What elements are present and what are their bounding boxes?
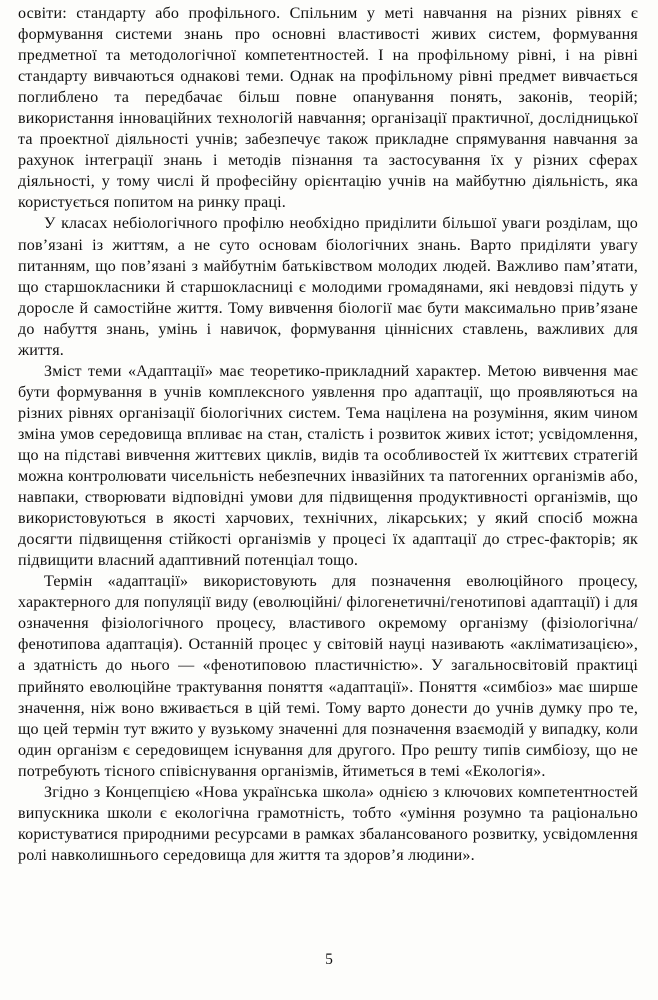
paragraph: Термін «адаптації» використовують для позначення еволюційного процесу, характерного для популяції виду (еволюційні/ філогенетичні/генотипові адаптації) і для означення фізіологічного процесу, властивого окремому організму (фізіологічна/фенотипова адаптація). Останній процес у світовій науці називають «акліматизацією», а здатність до нього — «фенотиповою пластичністю». У загальносвітовій практиці прийнято еволюційне трактування поняття «адаптації». Поняття «симбіоз» має ширше значення, ніж воно вживається в цій темі. Тому варто донести до учнів думку про те, що цей термін тут вжито у вузькому значенні для позначення взаємодій у випадку, коли один організм є середовищем існування для другого. Про решту типів симбіозу, що не потребують тісного співіснування організмів, йтиметься в темі «Екологія». (18, 573, 638, 780)
paragraph: Зміст теми «Адаптації» має теоретико-прикладний характер. Метою вивчення має бути формування в учнів комплексного уявлення про адаптації, що проявляються на різних рівнях організації біологічних систем. Тема націлена на розуміння, яким чином зміна умов середовища впливає на стан, сталість і розвиток живих істот; усвідомлення, що на підставі вивчення життєвих циклів, видів та особливостей їх життєвих стратегій можна контролювати чисельність небезпечних інвазійних та патогенних організмів або, навпаки, створювати відповідні умови для підвищення продуктивності організмів, що використовуються в якості харчових, технічних, лікарських; у який спосіб можна досягти підвищення стійкості організмів у процесі їх адаптації до стрес-факторів; як підвищити власний адаптивний потенціал тощо. (18, 362, 638, 570)
paragraph: Згідно з Концепцією «Нова українська школа» однією з ключових компетентностей випускника школи є екологічна грамотність, тобто «уміння розумно та раціонально користуватися природними ресурсами в рамках збалансованого розвитку, усвідомлення ролі навколишнього середовища для життя та здоров’я людини». (18, 783, 638, 864)
page-number: 5 (325, 951, 333, 968)
paragraph: У класах небіологічного профілю необхідно приділити більшої уваги розділам, що пов’язані із життям, а не суто основам біологічних знань. Варто приділяти увагу питанням, що пов’язані з майбутнім батьківством молодих людей. Важливо пам’ятати, що старшокласники й старшокласниці є молодими громадянами, які невдовзі підуть у доросле й самостійне життя. Тому вивчення біології має бути максимально прив’язане до набуття знань, умінь і навичок, формування ціннісних ставлень, важливих для життя. (18, 215, 638, 359)
paragraph-continued: освіти: стандарту або профільного. Спільним у меті навчання на різних рівнях є формування системи знань про основні властивості живих систем, формування предметної та методологічної компетентностей. І на профільному рівні, і на рівні стандарту вивчаються однакові теми. Однак на профільному рівні предмет вивчається поглиблено та передбачає більш повне опанування понять, законів, теорій; використання інноваційних технологій навчання; організації практичної, дослідницької та проектної діяльності учнів; забезпечує також прикладне спрямування навчання за рахунок інтеграції знань і методів пізнання та застосування їх у різних сферах діяльності, у тому числі й професійну орієнтацію учнів на майбутню діяльність, яка користується попитом на ринку праці. (18, 5, 638, 212)
body-text-column (18, 3, 638, 866)
